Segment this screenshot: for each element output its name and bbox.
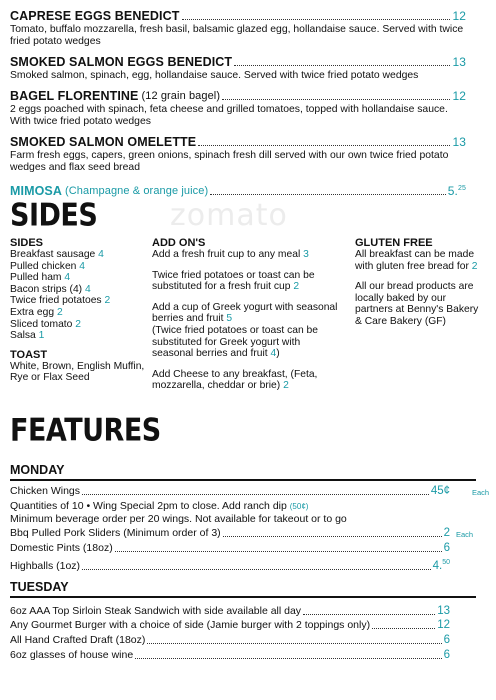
dot-leader (222, 99, 450, 100)
gluten-free-heading: GLUTEN FREE (355, 237, 433, 249)
menu-item-bagel-florentine (10, 90, 466, 127)
item-title-row (10, 90, 466, 103)
sides-title: SIDES (10, 198, 98, 234)
item-description: Tomato, buffalo mozzarella, fresh basil, balsamic glazed egg, hollandaise sauce. Served with twice fried potato wedges (10, 24, 464, 47)
monday-rule (10, 479, 476, 481)
dot-leader (82, 569, 431, 570)
item-description: 2 eggs poached with spinach, feta cheese and grilled tomatoes, topped with hollandaise sauce. With twice fried potato wedges (10, 104, 448, 127)
price-cents: 25 (458, 185, 466, 192)
feature-house-wine: 6oz glasses of house wine 6 (10, 649, 450, 661)
item-name: SMOKED SALMON EGGS BENEDICT (10, 55, 233, 69)
menu-item-mimosa (10, 182, 466, 198)
item-description: Farm fresh eggs, capers, green onions, spinach fresh dill served with our own twice fried potato wedges and flax seed bread (10, 150, 449, 173)
side-row: Salsa 1 (10, 330, 45, 342)
tuesday-rule (10, 596, 476, 598)
item-name: CAPRESE EGGS BENEDICT (10, 9, 180, 23)
add-on-cheese: Add Cheese to any breakfast, (Feta, mozzarella, cheddar or brie) 2 (152, 368, 318, 392)
gluten-free-column (355, 237, 480, 328)
dot-leader (234, 65, 450, 66)
feature-steak-sandwich: 6oz AAA Top Sirloin Steak Sandwich with side available all day 13 (10, 605, 450, 617)
item-name: SMOKED SALMON OMELETTE (10, 135, 197, 149)
item-title-row (10, 182, 466, 198)
feature-domestic-pints: Domestic Pints (18oz) 6 (10, 542, 450, 554)
dot-leader (198, 145, 450, 146)
dot-leader (210, 194, 446, 195)
dot-leader (115, 551, 442, 552)
menu-item-caprese (10, 10, 466, 47)
feature-craft-draft: All Hand Crafted Draft (18oz) 6 (10, 634, 450, 646)
features-title: FEATURES (10, 413, 161, 449)
add-on-substitute-yogurt: (Twice fried potatoes or toast can be substituted for Greek yogurt with seasonal berries and fruit 4) (152, 324, 318, 360)
add-ons-column (152, 237, 342, 392)
menu-item-smoked-salmon-benedict (10, 56, 466, 82)
add-on-fruit-cup: Add a fresh fruit cup to any meal 3 (152, 249, 309, 260)
dot-leader (303, 614, 435, 615)
item-title-row (10, 56, 466, 69)
item-title-row (10, 136, 466, 149)
toast-text: White, Brown, English Muffin, Rye or Flax Seed (10, 360, 145, 384)
side-row: Breakfast sausage 4 (10, 249, 104, 260)
feature-bbq-sliders: Bbq Pulled Pork Sliders (Minimum order of 3) 2 (10, 527, 450, 539)
add-on-substitute-fruit: Twice fried potatoes or toast can be substituted for a fresh fruit cup 2 (152, 269, 315, 293)
sides-column (10, 237, 150, 384)
dot-leader (223, 536, 442, 537)
item-price: 13 (452, 135, 466, 149)
wings-note: Quantities of 10 • Wing Special 2pm to close. Add ranch dip (50¢) (10, 500, 309, 512)
item-subtitle: (12 grain bagel) (141, 90, 221, 102)
feature-gourmet-burger: Any Gourmet Burger with a choice of side (Jamie burger with 2 toppings only) 12 (10, 619, 450, 631)
dot-leader (182, 19, 451, 20)
side-row: Pulled chicken 4 (10, 260, 86, 272)
watermark-logo: zomato (170, 198, 288, 233)
item-price: 12 (452, 9, 466, 23)
side-row: Twice fried potatoes 2 (10, 295, 111, 307)
wings-each-label: Each (472, 488, 490, 497)
item-description: Smoked salmon, spinach, egg, hollandaise sauce. Served with twice fried potato wedges (10, 70, 419, 81)
item-price: 12 (452, 89, 466, 103)
sliders-each-label: Each (456, 530, 474, 539)
feature-highballs: Highballs (1oz) 4.50 (10, 559, 450, 572)
side-row: Bacon strips (4) 4 (10, 283, 91, 295)
gluten-free-bread: All breakfast can be made with gluten free bread for 2 (355, 249, 478, 272)
dot-leader (372, 628, 435, 629)
wings-note-2: Minimum beverage order per 20 wings. Not available for takeout or to go (10, 513, 347, 525)
sides-heading: SIDES (10, 237, 44, 249)
dot-leader (147, 643, 441, 644)
tuesday-heading: TUESDAY (10, 580, 69, 594)
item-price (448, 182, 466, 198)
item-name: BAGEL FLORENTINE (10, 89, 139, 103)
item-price: 13 (452, 55, 466, 69)
dot-leader (135, 658, 441, 659)
price-dollars: 5. (447, 184, 458, 198)
item-subtitle: (Champagne & orange juice) (65, 185, 209, 197)
side-row: Sliced tomato 2 (10, 318, 81, 330)
item-title-row (10, 10, 466, 23)
menu-item-smoked-salmon-omelette (10, 136, 466, 173)
toast-heading: TOAST (10, 348, 48, 361)
add-on-greek-yogurt: Add a cup of Greek yogurt with seasonal berries and fruit 5 (152, 301, 338, 325)
feature-chicken-wings: Chicken Wings 45¢ (10, 485, 450, 497)
monday-heading: MONDAY (10, 463, 65, 477)
side-row: Pulled ham 4 (10, 272, 71, 284)
item-name: MIMOSA (10, 184, 62, 198)
side-row: Extra egg 2 (10, 306, 63, 318)
bakery-note: All our bread products are locally baked by our partners at Benny's Bakery & Care Bakery (GF) (355, 281, 479, 327)
dot-leader (82, 494, 429, 495)
add-ons-heading: ADD ON'S (152, 237, 206, 249)
